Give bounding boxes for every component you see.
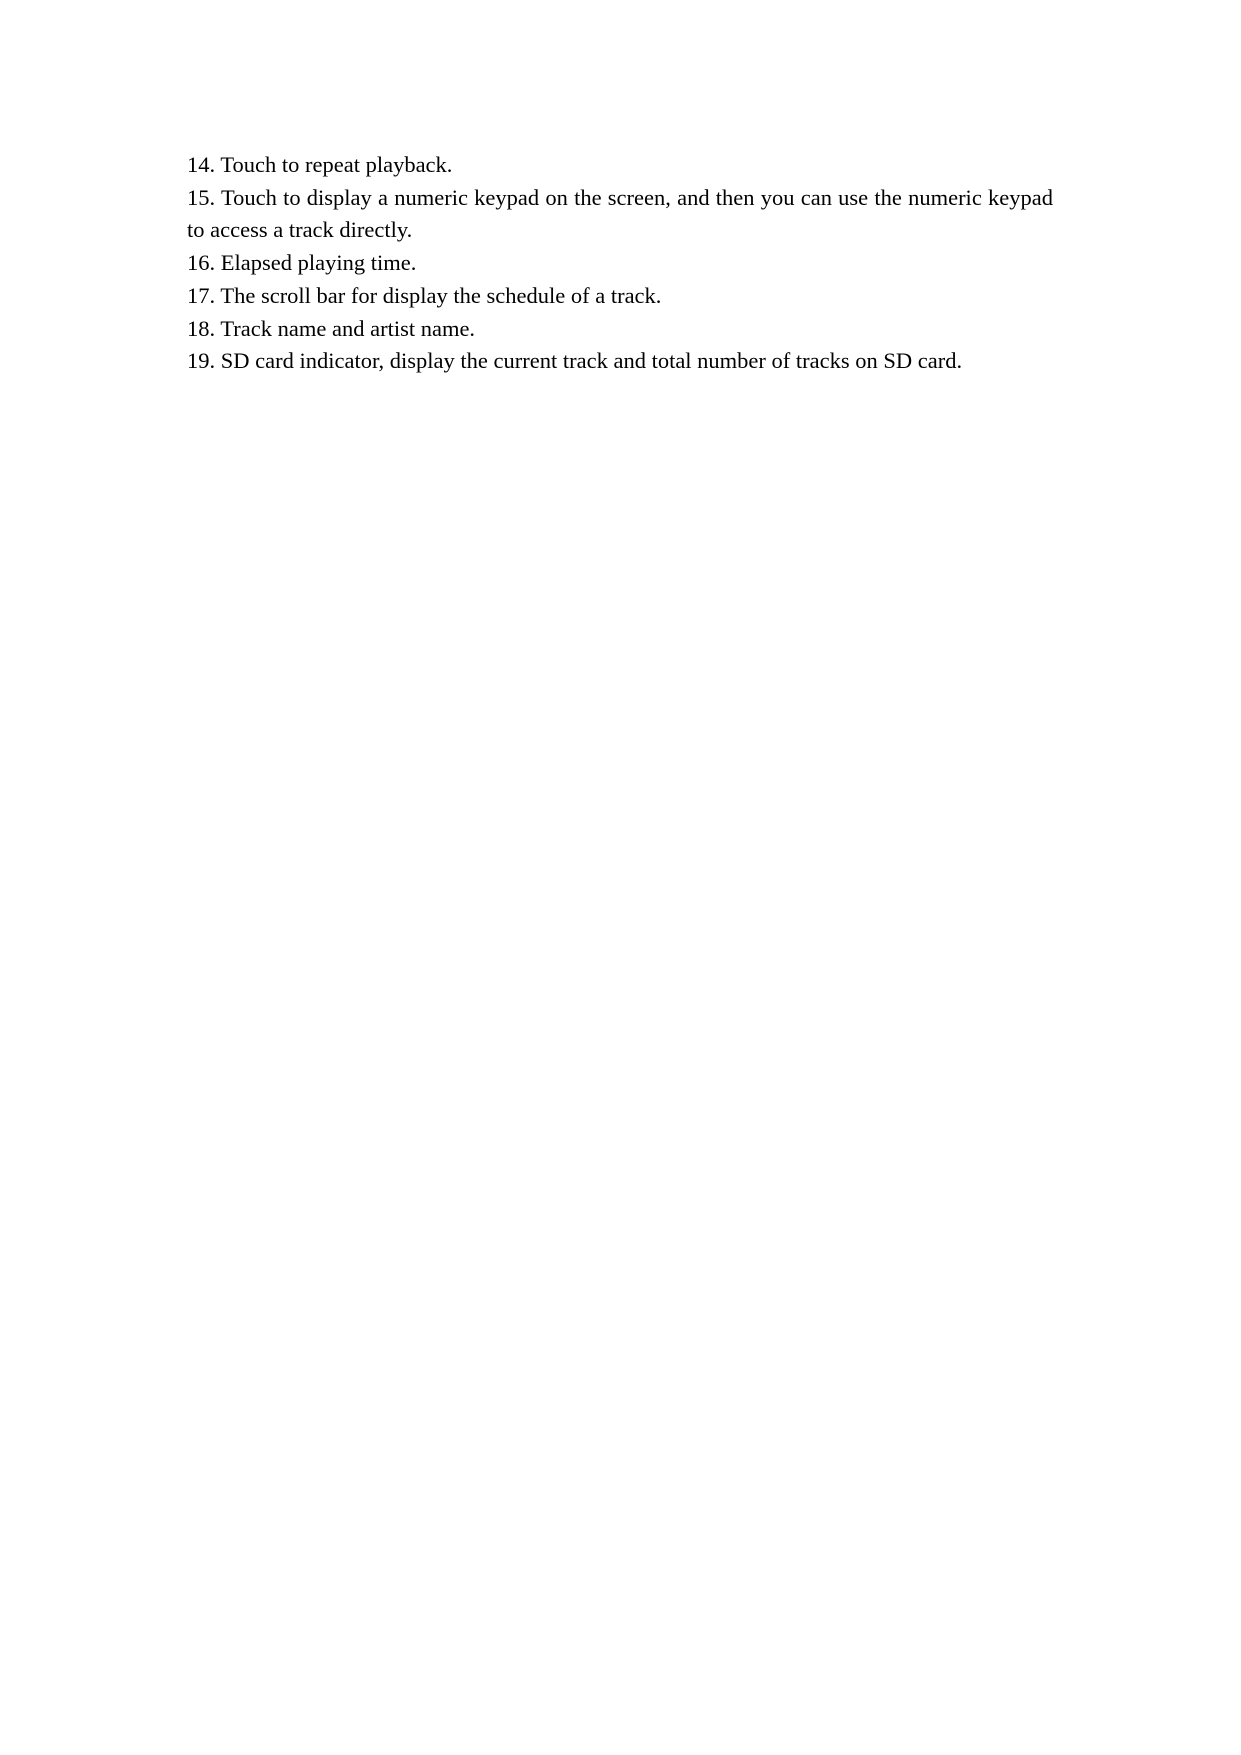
numbered-list [187, 149, 1053, 378]
list-item-16: 16. Elapsed playing time. [187, 250, 417, 276]
list-item-17: 17. The scroll bar for display the schedule of a track. [187, 282, 662, 308]
list-item-14: 14. Touch to repeat playback. [187, 152, 453, 177]
list-item-19: 19. SD card indicator, display the current track and total number of tracks on SD card. [187, 348, 963, 374]
list-item-15: 15. Touch to display a numeric keypad on the screen, and then you can use the numeric keypad to access a track directly. [187, 184, 1053, 243]
list-item-18: 18. Track name and artist name. [187, 315, 476, 341]
